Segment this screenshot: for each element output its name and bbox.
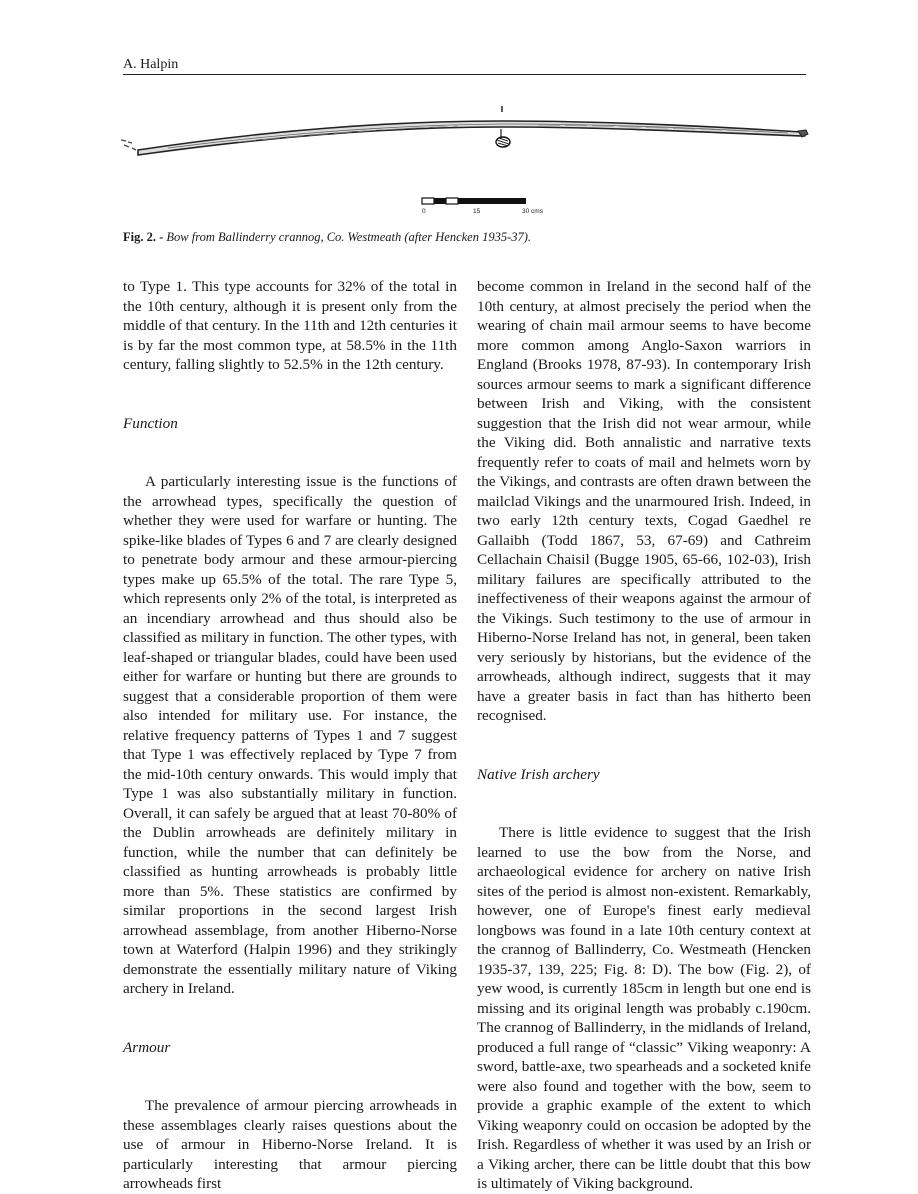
scale-label-15: 15	[473, 208, 481, 215]
scale-bar	[422, 198, 544, 215]
bow-drawing	[121, 106, 808, 155]
figure-caption-text: Bow from Ballinderry crannog, Co. Westmeath (after Hencken 1935-37).	[166, 230, 532, 244]
header-rule	[123, 74, 806, 75]
bow-figure	[118, 95, 818, 225]
section-heading-function: Function	[123, 414, 178, 432]
right-column	[477, 277, 811, 1194]
figure-caption-label: Fig. 2. -	[123, 230, 164, 244]
paragraph-native-archery: There is little evidence to suggest that the Irish learned to use the bow from the Norse, and archaeological evidence for archery on native Irish sites of the period is almost non-existent. Remarkably, however, one of Europe's finest early medieval longbows was found in a late 10th century context at the crannog of Ballinderry, Co. Westmeath (Hencken 1935-37, 139, 225; Fig. 8: D). The bow (Fig. 2), of yew wood, is currently 185cm in length but one end is missing and its original length was probably c.190cm. The crannog of Ballinderry, in the midlands of Ireland, produced a full range of “classic” Viking weaponry: A sword, battle-axe, two spearheads and a socketed knife were also found and together with the bow, seem to provide a graphic example of the extent to which Viking weaponry could on occasion be adopted by the Irish. Regardless of whether it was used by an Irish or a Viking archer, there can be little doubt that this bow is ultimately of Viking background.	[477, 824, 811, 1192]
section-heading-armour: Armour	[123, 1038, 171, 1056]
section-heading-native-irish-archery: Native Irish archery	[477, 765, 600, 783]
paragraph-type1-frequency: to Type 1. This type accounts for 32% of the total in the 10th century, although it is present only from the middle of that century. In the 11th and 12th centuries it is by far the most common type, at 58.5% in the 11th century, falling slightly to 52.5% in the 12th century.	[123, 278, 457, 373]
scale-label-30: 30 cms	[522, 208, 543, 215]
scale-label-0: 0	[422, 208, 426, 215]
left-column	[123, 277, 457, 1194]
figure-caption	[123, 230, 531, 245]
paragraph-armour: The prevalence of armour piercing arrowheads in these assemblages clearly raises questions about the use of armour in Hiberno-Norse Ireland. It is particularly interesting that armour piercing arrowheads first	[123, 1097, 457, 1192]
running-head-author: A. Halpin	[123, 57, 179, 72]
paragraph-chain-mail: become common in Ireland in the second half of the 10th century, at almost precisely the period when the wearing of chain mail armour seems to have become more common among Anglo-Saxon warriors in England (Brooks 1978, 87-93). In contemporary Irish sources armour seems to mark a significant difference between Irish and Viking, with the consistent suggestion that the Irish did not wear armour, while the Viking did. Both annalistic and narrative texts frequently refer to coats of mail and helmets worn by the Vikings, and contrasts are often drawn between the mailclad Vikings and the unarmoured Irish. Indeed, in two early 12th century texts, Cogad Gaedhel re Gallaibh (Todd 1867, 53, 67-69) and Cathreim Cellachain Chaisil (Bugge 1905, 65-66, 102-03), Irish military failures are specifically attributed to the ineffectiveness of their weapons against the armour of the Vikings. Such testimony to the use of armour in Hiberno-Norse Ireland has not, in general, been taken very seriously by historians, but the evidence of the arrowheads, although indirect, suggests that it may have a greater basis in fact than has hitherto been recognised.	[477, 278, 811, 724]
paragraph-function: A particularly interesting issue is the functions of the arrowhead types, specifically the question of whether they were used for warfare or hunting. The spike-like blades of Types 6 and 7 are clearly designed to penetrate body armour and these armour-piercing types make up 65.5% of the total. The rare Type 5, which represents only 2% of the total, is interpreted as an incendiary arrowhead and thus should also be classified as military in function. The other types, with leaf-shaped or triangular blades, could have been used either for warfare or hunting but there are grounds to suggest that a considerable proportion of them were also intended for military use. For instance, the relative frequency patterns of Types 1 and 7 suggest that Type 1 was effectively replaced by Type 7 from the mid-10th century onwards. This would imply that Type 1 was also substantially military in function. Overall, it can safely be argued that at least 70-80% of the Dublin arrowheads are definitely military in function, while the number that can definitely be classified as hunting arrowheads is probably little more than 5%. These statistics are confirmed by similar proportions in the second largest Irish arrowhead assemblage, from another Hiberno-Norse town at Waterford (Halpin 1996) and they strikingly demonstrate the essentially military nature of Viking archery in Ireland.	[123, 473, 457, 997]
